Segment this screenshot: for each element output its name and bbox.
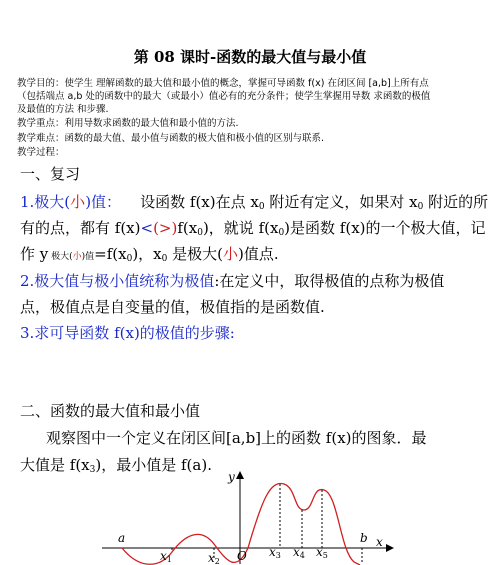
item1-label-small: 小 xyxy=(70,193,86,211)
origin-label: O xyxy=(237,549,247,563)
teaching-goal-line-3: 及最值的方法 和步骤. xyxy=(17,104,109,115)
section1-heading: 一、复习 xyxy=(20,165,81,183)
line2-b-sub: 0 xyxy=(197,228,203,238)
line3-sub-small: 小 xyxy=(72,252,82,262)
teaching-goal-line-2: （包括端点 a,b 处的函数中的最大（或最小）值必有的充分条件；使学生掌握用导数 求函数的极值 xyxy=(17,91,431,102)
item1-text-a: 设函数 f(x)在点 x xyxy=(140,193,259,211)
item1-text-b: 附近有定义，如果对 x xyxy=(264,193,418,211)
line3-d: 是极大( xyxy=(167,245,223,263)
review-item-1-line-3 xyxy=(20,243,279,264)
item1-text-c: 附近的所 xyxy=(423,193,489,211)
x-axis-label: x xyxy=(376,535,383,549)
x1-label: x1 xyxy=(160,549,172,564)
line3-sub-a: 极大( xyxy=(48,252,73,262)
line3-small: 小 xyxy=(223,245,239,263)
line2-c-sub: 0 xyxy=(278,228,285,238)
review-item-2-line-1 xyxy=(20,270,444,291)
review-item-2-line-2: 点，极值点是自变量的值，极值指的是函数值. xyxy=(20,298,325,316)
item1-label-a: 1.极大( xyxy=(20,193,71,211)
teaching-difficulty: 教学难点：函数的最大值、最小值与函数的极大值和极小值的区别与联系. xyxy=(17,133,325,144)
line2-d: )是函数 f(x)的一个极大值，记 xyxy=(284,219,486,237)
section2-heading: 二、函数的最大值和最小值 xyxy=(20,402,201,420)
section2-paragraph-line-1: 观察图中一个定义在闭区间[a,b]上的函数 f(x)的图象．最 xyxy=(46,429,427,447)
review-item-3: 3.求可导函数 f(x)的极值的步骤: xyxy=(20,324,235,342)
para-c: )，最小值是 f(a). xyxy=(95,456,212,474)
line3-c-sub: 0 xyxy=(161,254,168,264)
line2-c: )，就说 f(x xyxy=(202,219,279,237)
item2-text: :在定义中，取得极值的点称为极值 xyxy=(214,272,445,290)
teaching-process-label: 教学过程： xyxy=(17,147,65,158)
item1-label-b: )值： xyxy=(85,193,122,211)
x3-label: x3 xyxy=(269,545,281,560)
item1-text-a-sub: 0 xyxy=(258,202,265,212)
teaching-key-point: 教学重点：利用导数求函数的最大值和最小值的方法. xyxy=(17,118,239,129)
item1-text-b-sub: 0 xyxy=(417,202,424,212)
teaching-goal-line-1: 教学目的：使学生 理解函数的最大值和最小值的概念，掌握可导函数 f(x) 在闭区间 [a,b]上所有点 xyxy=(17,78,429,89)
line2-b: f(x xyxy=(177,219,198,237)
para-b: 大值是 f(x xyxy=(20,456,90,474)
b-label: b xyxy=(360,531,368,545)
line3-b: =f(x xyxy=(94,245,127,263)
line2-lt: < xyxy=(140,219,154,237)
a-label: a xyxy=(118,531,126,545)
para-b-sub: 3 xyxy=(89,465,96,475)
item2-label: 2.极大值与极小值统称为极值 xyxy=(20,272,215,290)
page-title: 第 08 课时-函数的最大值与最小值 xyxy=(133,48,367,66)
line3-a: 作 y xyxy=(20,245,49,263)
review-item-1-line-1 xyxy=(20,191,488,212)
y-axis-label: y xyxy=(228,470,235,484)
review-item-1-line-2 xyxy=(20,217,486,238)
line2-a: 有的点，都有 f(x) xyxy=(20,219,141,237)
function-graph xyxy=(100,470,400,565)
x4-label: x4 xyxy=(293,545,305,560)
line3-sub-b: )值 xyxy=(81,252,95,262)
x5-label: x5 xyxy=(316,545,328,560)
x2-label: x2 xyxy=(208,551,220,565)
line3-b-sub: 0 xyxy=(126,254,133,264)
line3-c: )，x xyxy=(132,245,162,263)
line2-gt: (>) xyxy=(153,219,178,237)
line3-e: )值点. xyxy=(238,245,279,263)
